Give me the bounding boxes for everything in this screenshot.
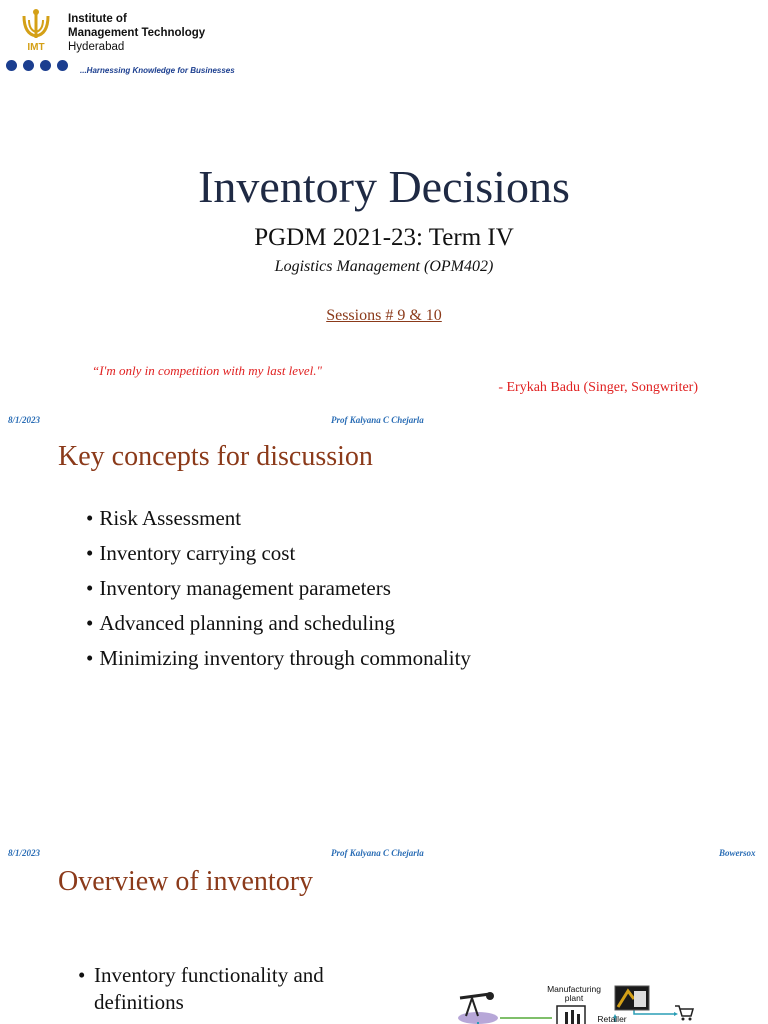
slide-heading-key-concepts: Key concepts for discussion bbox=[58, 441, 373, 472]
course-name: Logistics Management (OPM402) bbox=[274, 258, 494, 275]
institute-line-3: Hyderabad bbox=[68, 41, 125, 53]
program-subtitle: PGDM 2021-23: Term IV bbox=[254, 224, 514, 251]
quote-author: - Erykah Badu (Singer, Songwriter) bbox=[498, 380, 698, 395]
retailer-label: Retailer bbox=[597, 1014, 627, 1024]
presentation-title: Inventory Decisions bbox=[198, 161, 570, 212]
list-item: • Minimizing inventory through commonality bbox=[86, 645, 471, 680]
brand-dot bbox=[57, 60, 68, 71]
footer-presenter: Prof Kalyana C Chejarla bbox=[331, 848, 424, 858]
footer-source: Bowersox bbox=[719, 848, 756, 858]
brand-dot bbox=[40, 60, 51, 71]
brand-dots bbox=[6, 60, 68, 71]
list-item: • Inventory carrying cost bbox=[86, 540, 471, 575]
footer-presenter: Prof Kalyana C Chejarla bbox=[331, 415, 424, 425]
sessions-link[interactable]: Sessions # 9 & 10 bbox=[326, 307, 442, 324]
imt-emblem-logo bbox=[18, 8, 54, 54]
institute-line-1: Institute of bbox=[68, 13, 127, 25]
shopping-cart-icon bbox=[674, 1004, 694, 1022]
slide-heading-overview: Overview of inventory bbox=[58, 866, 314, 897]
list-item: • Risk Assessment bbox=[86, 505, 471, 540]
emblem-text: IMT bbox=[27, 42, 45, 53]
brand-dot bbox=[23, 60, 34, 71]
footer-date: 8/1/2023 bbox=[8, 848, 41, 858]
brand-dot bbox=[6, 60, 17, 71]
institute-name bbox=[68, 12, 205, 54]
key-concepts-list bbox=[86, 505, 471, 680]
overview-list bbox=[78, 962, 408, 1016]
plant-label: Manufacturing plant bbox=[547, 984, 601, 1003]
factory-icon bbox=[556, 1004, 586, 1024]
list-item: • Inventory management parameters bbox=[86, 575, 471, 610]
institute-tagline: ...Harnessing Knowledge for Businesses bbox=[80, 66, 235, 75]
institute-line-2: Management Technology bbox=[68, 27, 206, 39]
quote-text: “I'm only in competition with my last level." bbox=[92, 363, 322, 378]
footer-date: 8/1/2023 bbox=[8, 415, 41, 425]
supply-chain-diagram bbox=[452, 982, 702, 1024]
list-item: • Advanced planning and scheduling bbox=[86, 610, 471, 645]
warehouse-icon bbox=[614, 985, 650, 1011]
list-item: • Inventory functionality and definitions bbox=[78, 962, 408, 1016]
